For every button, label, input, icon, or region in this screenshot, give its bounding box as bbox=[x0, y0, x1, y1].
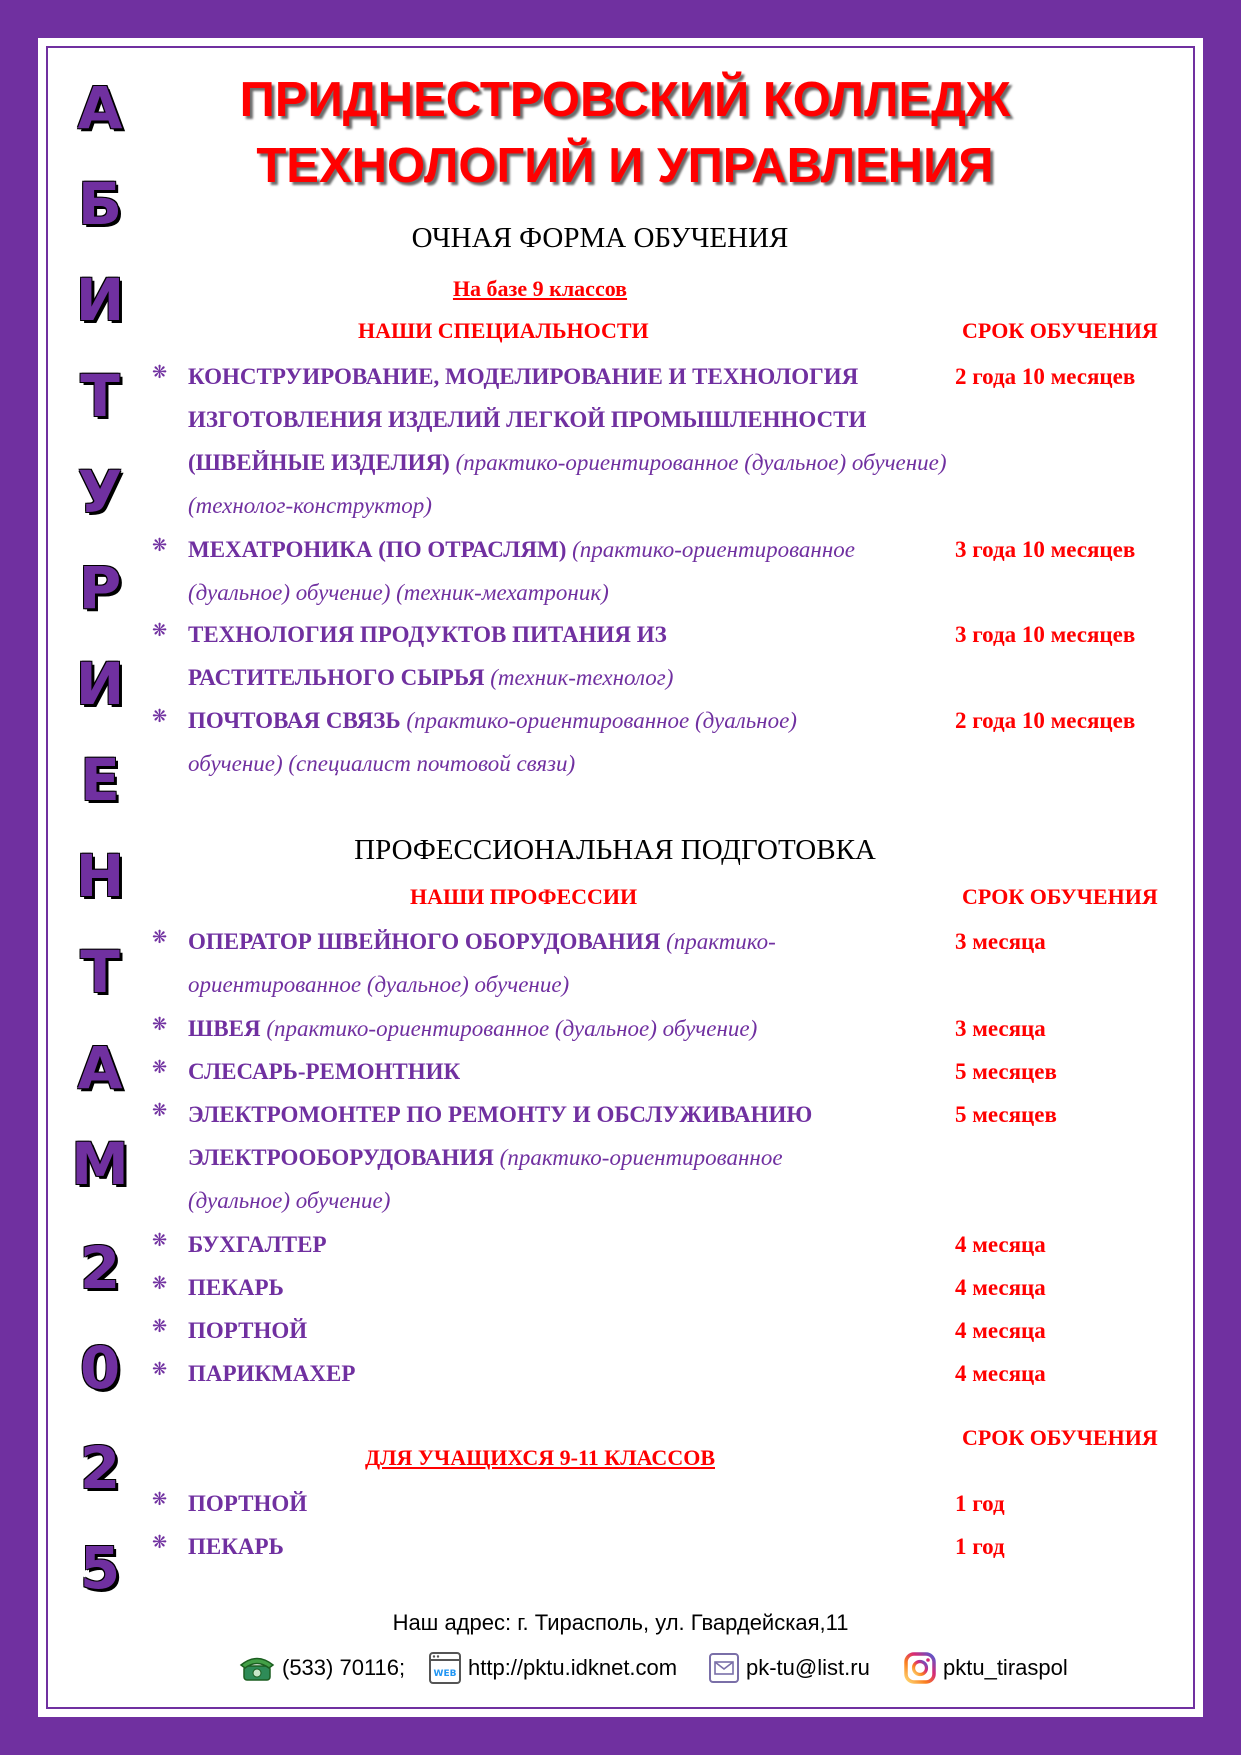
instagram-handle[interactable]: pktu_tiraspol bbox=[943, 1655, 1068, 1680]
study-term: 2 года 10 месяцев bbox=[955, 364, 1136, 389]
item-text bbox=[188, 1309, 948, 1352]
item-note: (практико-ориентированное (дуальное) обучение) (специалист почтовой связи) bbox=[188, 708, 797, 776]
web-icon bbox=[428, 1651, 462, 1685]
side-letter: И bbox=[75, 266, 125, 334]
snowflake-bullet-icon: ❋ bbox=[152, 1273, 168, 1294]
side-letter: Е bbox=[80, 746, 120, 814]
snowflake-bullet-icon: ❋ bbox=[152, 927, 168, 948]
col-header-term: СРОК ОБУЧЕНИЯ bbox=[962, 884, 1158, 909]
phone-number[interactable]: (533) 70116; bbox=[282, 1655, 406, 1680]
item-name: ТЕХНОЛОГИЯ ПРОДУКТОВ ПИТАНИЯ ИЗ РАСТИТЕЛЬНОГО СЫРЬЯ bbox=[188, 622, 667, 690]
snowflake-bullet-icon: ❋ bbox=[152, 1014, 168, 1035]
snowflake-bullet-icon: ❋ bbox=[152, 362, 168, 383]
list-item bbox=[0, 355, 1241, 518]
list-item bbox=[0, 1352, 1241, 1396]
item-text bbox=[188, 1525, 948, 1568]
list-item bbox=[0, 1482, 1241, 1526]
study-term: 2 года 10 месяцев bbox=[955, 708, 1136, 733]
email-contact bbox=[708, 1650, 870, 1686]
snowflake-bullet-icon: ❋ bbox=[152, 1532, 168, 1553]
item-name: ПЕКАРЬ bbox=[188, 1275, 284, 1300]
item-text bbox=[188, 613, 748, 699]
side-letter: 5 bbox=[79, 1534, 121, 1602]
list-item bbox=[0, 1223, 1241, 1267]
list-item bbox=[0, 920, 1241, 997]
item-text bbox=[188, 1266, 948, 1309]
item-name: ПАРИКМАХЕР bbox=[188, 1361, 356, 1386]
side-letter: 2 bbox=[79, 1434, 121, 1502]
item-text bbox=[188, 1007, 948, 1050]
list-item bbox=[0, 613, 1241, 690]
subheading-grades-9-11: ДЛЯ УЧАЩИХСЯ 9-11 КЛАССОВ bbox=[364, 1445, 715, 1470]
item-text bbox=[188, 1482, 948, 1525]
study-term: 3 месяца bbox=[955, 929, 1046, 954]
list-item bbox=[0, 1266, 1241, 1310]
web-icon-label: WEB bbox=[433, 1669, 457, 1679]
snowflake-bullet-icon: ❋ bbox=[152, 1100, 168, 1121]
college-title-line2: ТЕХНОЛОГИЙ И УПРАВЛЕНИЯ bbox=[256, 139, 994, 193]
list-item bbox=[0, 1093, 1241, 1213]
item-text bbox=[188, 355, 948, 527]
list-item bbox=[0, 699, 1241, 776]
study-term: 3 года 10 месяцев bbox=[955, 622, 1136, 647]
item-text bbox=[188, 920, 888, 1006]
side-letter: М bbox=[71, 1130, 129, 1198]
side-letter: Т bbox=[80, 362, 120, 430]
side-letter: А bbox=[77, 1034, 123, 1102]
side-letter: У bbox=[77, 458, 123, 526]
college-title-line1: ПРИДНЕСТРОВСКИЙ КОЛЛЕДЖ bbox=[239, 73, 1011, 127]
item-name: СЛЕСАРЬ-РЕМОНТНИК bbox=[188, 1059, 461, 1084]
item-name: ПОРТНОЙ bbox=[188, 1318, 308, 1343]
study-term: 1 год bbox=[955, 1534, 1005, 1559]
section-heading-fulltime: ОЧНАЯ ФОРМА ОБУЧЕНИЯ bbox=[411, 222, 789, 254]
section-heading-training: ПРОФЕССИОНАЛЬНАЯ ПОДГОТОВКА bbox=[354, 834, 876, 866]
item-note: (практико-ориентированное (дуальное) обучение) (техник-мехатроник) bbox=[188, 537, 855, 605]
col-header-professions: НАШИ ПРОФЕССИИ bbox=[410, 884, 638, 909]
snowflake-bullet-icon: ❋ bbox=[152, 706, 168, 727]
item-note: (техник-технолог) bbox=[490, 665, 674, 690]
phone-icon bbox=[238, 1654, 276, 1682]
snowflake-bullet-icon: ❋ bbox=[152, 1057, 168, 1078]
list-item bbox=[0, 1007, 1241, 1051]
website-contact bbox=[428, 1650, 677, 1686]
study-term: 3 года 10 месяцев bbox=[955, 537, 1136, 562]
snowflake-bullet-icon: ❋ bbox=[152, 620, 168, 641]
website-link[interactable]: http://pktu.idknet.com bbox=[468, 1655, 678, 1680]
item-name: ОПЕРАТОР ШВЕЙНОГО ОБОРУДОВАНИЯ bbox=[188, 929, 661, 954]
list-item bbox=[0, 1525, 1241, 1569]
side-letter: А bbox=[77, 74, 123, 142]
item-name: МЕХАТРОНИКА (ПО ОТРАСЛЯМ) bbox=[188, 537, 567, 562]
subheading-base-9: На базе 9 классов bbox=[452, 276, 628, 301]
snowflake-bullet-icon: ❋ bbox=[152, 1359, 168, 1380]
item-note: (практико-ориентированное (дуальное) обучение) bbox=[188, 1145, 783, 1213]
item-text bbox=[188, 1223, 948, 1266]
snowflake-bullet-icon: ❋ bbox=[152, 1489, 168, 1510]
study-term: 1 год bbox=[955, 1491, 1005, 1516]
side-letter: Н bbox=[75, 842, 125, 910]
item-text bbox=[188, 1352, 948, 1395]
study-term: 5 месяцев bbox=[955, 1059, 1057, 1084]
item-name: ПОЧТОВАЯ СВЯЗЬ bbox=[188, 708, 401, 733]
address: Наш адрес: г. Тирасполь, ул. Гвардейская,11 bbox=[392, 1610, 849, 1635]
item-note: (практико-ориентированное (дуальное) обучение) (технолог-конструктор) bbox=[188, 450, 947, 518]
side-letter: Р bbox=[78, 554, 122, 622]
item-text bbox=[188, 528, 948, 614]
item-text bbox=[188, 1050, 948, 1093]
study-term: 3 месяца bbox=[955, 1016, 1046, 1041]
item-name: БУХГАЛТЕР bbox=[188, 1232, 327, 1257]
item-text bbox=[188, 1093, 888, 1222]
item-name: ПЕКАРЬ bbox=[188, 1534, 284, 1559]
snowflake-bullet-icon: ❋ bbox=[152, 1230, 168, 1251]
instagram-icon bbox=[903, 1651, 937, 1685]
side-letter: И bbox=[75, 650, 125, 718]
side-letter: 0 bbox=[79, 1334, 121, 1402]
list-item bbox=[0, 1050, 1241, 1094]
side-letter: Т bbox=[80, 938, 120, 1006]
item-name: ЭЛЕКТРОМОНТЕР ПО РЕМОНТУ И ОБСЛУЖИВАНИЮ ЭЛЕКТРООБОРУДОВАНИЯ bbox=[188, 1102, 813, 1170]
study-term: 4 месяца bbox=[955, 1232, 1046, 1257]
email-link[interactable]: pk-tu@list.ru bbox=[746, 1655, 870, 1680]
envelope-icon bbox=[708, 1652, 740, 1684]
study-term: 4 месяца bbox=[955, 1318, 1046, 1343]
item-text bbox=[188, 699, 888, 785]
instagram-contact bbox=[903, 1650, 1068, 1686]
snowflake-bullet-icon: ❋ bbox=[152, 535, 168, 556]
list-item bbox=[0, 528, 1241, 605]
side-letter: 2 bbox=[79, 1234, 121, 1302]
item-note: (практико-ориентированное (дуальное) обучение) bbox=[188, 929, 776, 997]
study-term: 4 месяца bbox=[955, 1275, 1046, 1300]
snowflake-bullet-icon: ❋ bbox=[152, 1316, 168, 1337]
item-name: ПОРТНОЙ bbox=[188, 1491, 308, 1516]
col-header-term: СРОК ОБУЧЕНИЯ bbox=[962, 318, 1158, 343]
list-item bbox=[0, 1309, 1241, 1353]
item-name: ШВЕЯ bbox=[188, 1016, 261, 1041]
side-letter: Б bbox=[77, 170, 123, 238]
item-name: КОНСТРУИРОВАНИЕ, МОДЕЛИРОВАНИЕ И ТЕХНОЛОГИЯ ИЗГОТОВЛЕНИЯ ИЗДЕЛИЙ ЛЕГКОЙ ПРОМЫШЛЕННОСТИ (ШВЕЙНЫЕ ИЗДЕЛИЯ) bbox=[188, 364, 867, 475]
col-header-specialties: НАШИ СПЕЦИАЛЬНОСТИ bbox=[358, 318, 649, 343]
item-note: (практико-ориентированное (дуальное) обучение) bbox=[266, 1016, 758, 1041]
phone-contact bbox=[238, 1650, 405, 1686]
study-term: 4 месяца bbox=[955, 1361, 1046, 1386]
col-header-term: СРОК ОБУЧЕНИЯ bbox=[962, 1425, 1158, 1450]
study-term: 5 месяцев bbox=[955, 1102, 1057, 1127]
